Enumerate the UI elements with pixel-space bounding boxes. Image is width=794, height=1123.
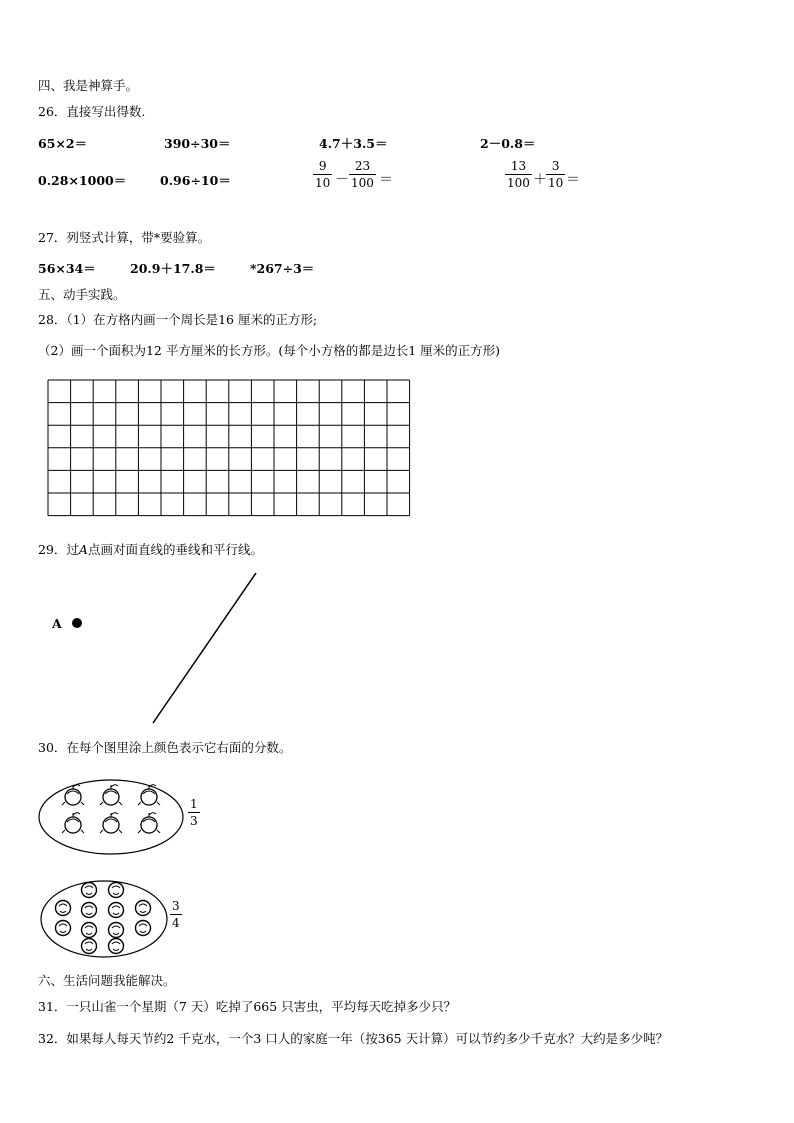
apple-icon [109, 883, 124, 898]
apple-icon [82, 923, 97, 938]
fraction-numerator: 13 [510, 159, 527, 173]
fraction-denominator: 4 [172, 916, 180, 930]
q29-title-prefix: 29．过 [38, 542, 79, 557]
q26-equals-2: ＝ [566, 172, 580, 188]
q27-expr-2: 20.9＋17.8＝ [130, 261, 216, 276]
apple-icon [56, 901, 71, 916]
fraction-denominator: 10 [548, 176, 564, 190]
fraction-bar [188, 812, 200, 813]
section-heading-5: 五、动手实践。 [38, 287, 126, 302]
fraction-numerator: 3 [172, 899, 180, 913]
apple-icon [138, 813, 160, 833]
apple-icon [136, 921, 151, 936]
fraction-numerator: 23 [354, 159, 371, 173]
q26-expr-3: 4.7＋3.5＝ [319, 136, 388, 151]
apple-icon [100, 813, 122, 833]
q26-expr-4: 2－0.8＝ [480, 136, 536, 151]
section-heading-4: 四、我是神算手。 [38, 78, 139, 93]
q27-expr-1: 56×34＝ [38, 261, 96, 276]
q26-operator-minus: － [335, 172, 349, 188]
apple-group-2 [56, 883, 151, 954]
question-29-title [38, 542, 263, 558]
fraction-denominator: 10 [315, 176, 331, 190]
apple-icon [82, 939, 97, 954]
apple-icon [56, 921, 71, 936]
q29-point-label: A [78, 542, 88, 557]
question-32: 32．如果每人每天节约2 千克水，一个3 口人的家庭一年（按365 天计算）可以节约多少千克水？大约是多少吨？ [38, 1031, 669, 1046]
apple-icon [62, 813, 84, 833]
fraction-denominator: 100 [351, 176, 374, 190]
apple-icon [136, 901, 151, 916]
question-30-title: 30．在每个图里涂上颜色表示它右面的分数。 [38, 740, 292, 755]
question-28-line-2: （2）画一个面积为12 平方厘米的长方形。(每个小方格的都是边长1 厘米的正方形) [38, 343, 501, 358]
apple-icon [82, 903, 97, 918]
figure-2-fraction [170, 899, 182, 930]
fraction-denominator: 100 [507, 176, 530, 190]
q26-operator-plus: ＋ [533, 172, 547, 188]
apple-icon [100, 785, 122, 805]
figure-1-fraction [188, 797, 200, 828]
fraction-numerator: 9 [318, 159, 327, 173]
apple-icon [109, 903, 124, 918]
fraction-numerator: 3 [551, 159, 560, 173]
square-grid [48, 380, 410, 516]
q26-expr-1: 65×2＝ [38, 136, 88, 151]
q29-title-suffix: 点画对面直线的垂线和平行线。 [87, 542, 263, 557]
fraction-numerator: 1 [190, 797, 198, 811]
apple-icon [109, 939, 124, 954]
point-a-label: A [52, 616, 62, 631]
oblique-line [153, 573, 256, 723]
question-26-title: 26．直接写出得数. [38, 104, 146, 119]
q26-expr-5: 0.28×1000＝ [38, 173, 127, 188]
q26-expr-6: 0.96÷10＝ [160, 173, 231, 188]
section-heading-6: 六、生活问题我能解决。 [38, 973, 176, 988]
oval-figure-2 [41, 881, 167, 957]
question-28-line-1: 28．（1）在方格内画一个周长是16 厘米的正方形; [38, 312, 318, 327]
apple-icon [109, 923, 124, 938]
question-31: 31．一只山雀一个星期（7 天）吃掉了665 只害虫，平均每天吃掉多少只？ [38, 999, 457, 1014]
apple-icon [82, 883, 97, 898]
apple-group-1 [62, 785, 160, 833]
fraction-bar [170, 914, 182, 915]
question-27-title: 27．列竖式计算，带*要验算。 [38, 230, 211, 245]
q26-equals: ＝ [379, 172, 393, 188]
q26-expr-2: 390÷30＝ [164, 136, 231, 151]
q27-expr-3: *267÷3＝ [250, 261, 315, 276]
fraction-denominator: 3 [190, 814, 198, 828]
point-a-dot [72, 618, 82, 628]
